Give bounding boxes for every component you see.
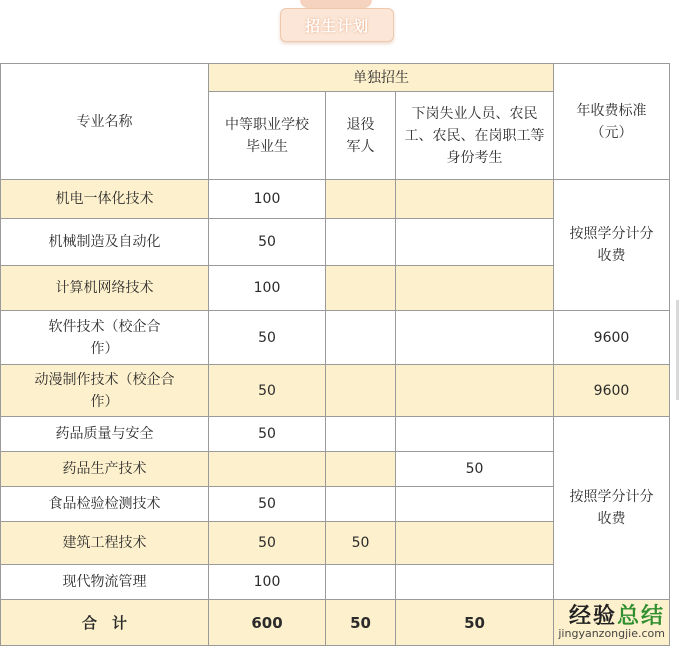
fee-software: 9600 bbox=[554, 311, 670, 365]
row-name: 药品生产技术 bbox=[1, 452, 209, 487]
row-c2: 50 bbox=[326, 522, 396, 565]
row-c1: 50 bbox=[209, 219, 326, 266]
row-name: 食品检验检测技术 bbox=[1, 487, 209, 522]
row-c2 bbox=[326, 219, 396, 266]
row-c3 bbox=[396, 487, 554, 522]
enrollment-plan-table bbox=[0, 63, 670, 646]
watermark-text-a: 经验 bbox=[568, 604, 617, 629]
row-c3 bbox=[396, 565, 554, 600]
fee-group2 bbox=[554, 417, 670, 600]
header-fee bbox=[554, 64, 670, 180]
header-col3 bbox=[396, 92, 554, 180]
row-c3 bbox=[396, 417, 554, 452]
fee-group1 bbox=[554, 180, 670, 311]
section-title-banner bbox=[280, 8, 394, 42]
row-name: 建筑工程技术 bbox=[1, 522, 209, 565]
row-c1: 50 bbox=[209, 522, 326, 565]
row-c1: 100 bbox=[209, 565, 326, 600]
row-c2 bbox=[326, 180, 396, 219]
row-name bbox=[1, 365, 209, 417]
watermark-logo bbox=[558, 599, 665, 630]
row-c2 bbox=[326, 365, 396, 417]
row-c1: 50 bbox=[209, 365, 326, 417]
header-fee-text: 年收费标准（元） bbox=[576, 102, 647, 141]
total-label: 合 计 bbox=[1, 600, 209, 646]
row-c3 bbox=[396, 365, 554, 417]
row-name: 计算机网络技术 bbox=[1, 266, 209, 311]
header-col2 bbox=[326, 92, 396, 180]
row-name: 机械制造及自动化 bbox=[1, 219, 209, 266]
row-c1 bbox=[209, 452, 326, 487]
row-c3 bbox=[396, 522, 554, 565]
row-c2 bbox=[326, 487, 396, 522]
banner-glow bbox=[300, 0, 372, 8]
row-c2 bbox=[326, 417, 396, 452]
total-c3: 50 bbox=[396, 600, 554, 646]
row-name-text: 动漫制作技术（校企合作） bbox=[34, 371, 175, 410]
watermark-url: jingyanzongjie.com bbox=[558, 627, 665, 640]
watermark-text-b: 总结 bbox=[616, 604, 665, 629]
row-name bbox=[1, 311, 209, 365]
total-c2: 50 bbox=[326, 600, 396, 646]
row-c1: 100 bbox=[209, 266, 326, 311]
header-major: 专业名称 bbox=[1, 64, 209, 180]
row-c3 bbox=[396, 311, 554, 365]
total-c1: 600 bbox=[209, 600, 326, 646]
header-col3-text: 下岗失业人员、农民工、农民、在岗职工等身份考生 bbox=[404, 105, 545, 166]
header-col1 bbox=[209, 92, 326, 180]
watermark bbox=[558, 599, 665, 640]
row-c1: 100 bbox=[209, 180, 326, 219]
header-col1-text: 中等职业学校毕业生 bbox=[225, 116, 309, 155]
row-c3 bbox=[396, 180, 554, 219]
row-c2 bbox=[326, 565, 396, 600]
row-c1: 50 bbox=[209, 417, 326, 452]
row-c3 bbox=[396, 219, 554, 266]
header-col2-text: 退役军人 bbox=[346, 116, 375, 155]
row-c2 bbox=[326, 311, 396, 365]
fee-animation: 9600 bbox=[554, 365, 670, 417]
row-c1: 50 bbox=[209, 487, 326, 522]
row-name: 现代物流管理 bbox=[1, 565, 209, 600]
row-c2 bbox=[326, 266, 396, 311]
row-name: 药品质量与安全 bbox=[1, 417, 209, 452]
row-c3 bbox=[396, 266, 554, 311]
row-c1: 50 bbox=[209, 311, 326, 365]
header-group: 单独招生 bbox=[209, 64, 554, 92]
section-title: 招生计划 bbox=[304, 16, 369, 35]
row-name: 机电一体化技术 bbox=[1, 180, 209, 219]
fee-group2-text: 按照学分计分收费 bbox=[569, 489, 654, 527]
row-c2 bbox=[326, 452, 396, 487]
fee-group1-text: 按照学分计分收费 bbox=[569, 226, 654, 264]
row-name-text: 软件技术（校企合作） bbox=[48, 318, 161, 357]
row-c3: 50 bbox=[396, 452, 554, 487]
